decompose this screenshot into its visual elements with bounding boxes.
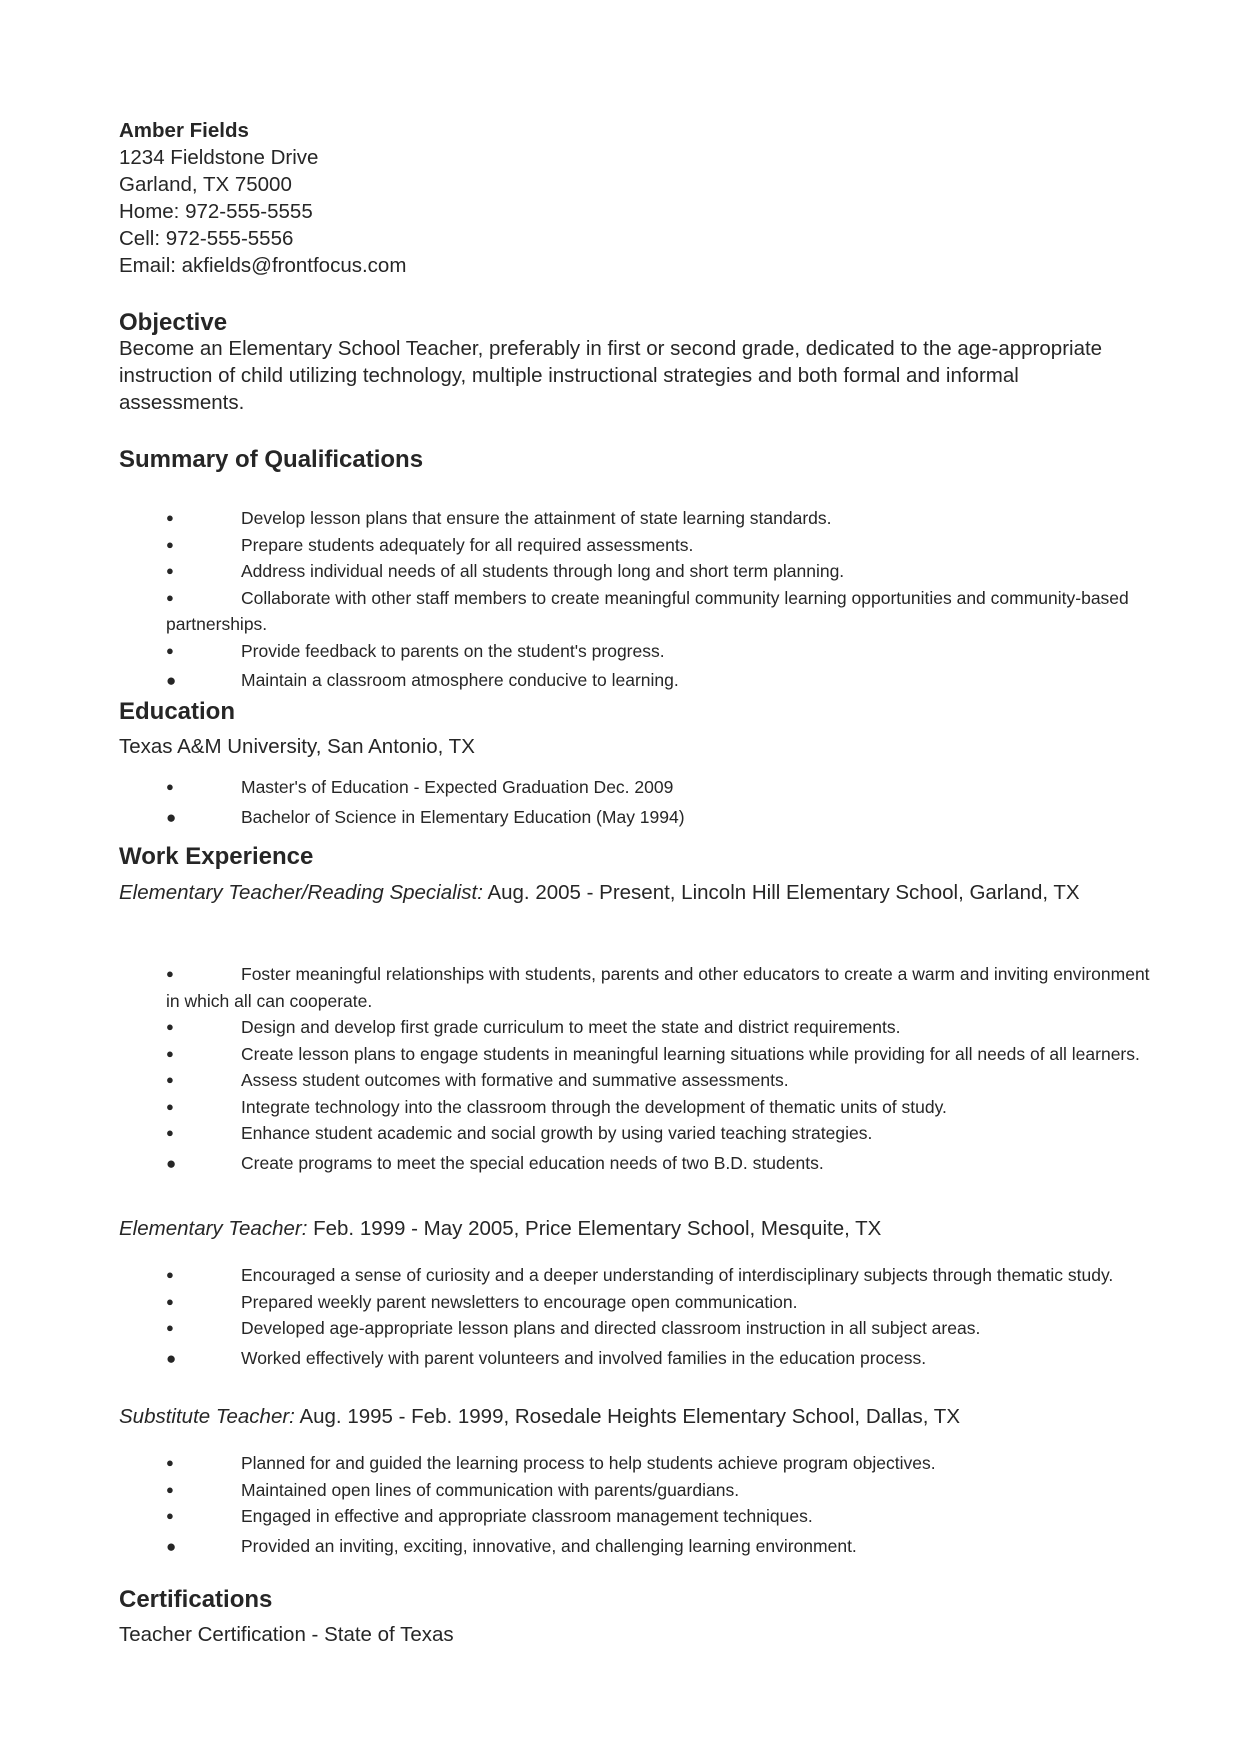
bullet-icon: ●	[166, 1125, 174, 1140]
qualifications-list	[166, 505, 1166, 697]
job-role: Elementary Teacher:	[119, 1217, 308, 1240]
education-school: Texas A&M University, San Antonio, TX	[119, 735, 475, 758]
education-heading: Education	[119, 698, 236, 725]
bullet-icon: ●	[166, 510, 174, 525]
job-duties-list	[166, 961, 1166, 1180]
job-title-line	[119, 1212, 1129, 1245]
bullet-icon: ●	[166, 1153, 177, 1173]
bullet-icon: ●	[166, 563, 174, 578]
bullet-icon: ●	[166, 1481, 174, 1497]
certification-text: Teacher Certification - State of Texas	[119, 1623, 454, 1646]
list-item: ● Developed age-appropriate lesson plans and directed classroom instruction in all subject areas.	[166, 1315, 1166, 1342]
list-item: ● Master's of Education - Expected Graduation Dec. 2009	[166, 774, 1166, 801]
bullet-icon: ●	[166, 1320, 174, 1335]
list-item: ● Assess student outcomes with formative and summative assessments.	[166, 1067, 1166, 1094]
objective-heading: Objective	[119, 309, 228, 336]
list-item: ● Prepare students adequately for all required assessments.	[166, 532, 1166, 559]
education-list	[166, 774, 1166, 834]
bullet-icon: ●	[166, 589, 174, 605]
list-item: ● Integrate technology into the classroom through the development of thematic units of study.	[166, 1094, 1166, 1121]
list-item: ● Design and develop first grade curriculum to meet the state and district requirements.	[166, 1014, 1166, 1041]
bullet-icon: ●	[166, 1293, 174, 1309]
work-heading: Work Experience	[119, 843, 314, 870]
job-role: Elementary Teacher/Reading Specialist:	[119, 881, 483, 904]
list-item: ● Engaged in effective and appropriate classroom management techniques.	[166, 1503, 1166, 1530]
bullet-icon: ●	[166, 642, 174, 658]
list-item: ● Provide feedback to parents on the student's progress.	[166, 638, 1166, 665]
qualifications-heading: Summary of Qualifications	[119, 446, 424, 473]
list-item: ● Develop lesson plans that ensure the attainment of state learning standards.	[166, 505, 1166, 532]
job-details: Aug. 1995 - Feb. 1999, Rosedale Heights Elementary School, Dallas, TX	[294, 1405, 960, 1428]
list-item: ● Encouraged a sense of curiosity and a deeper understanding of interdisciplinary subjects through thematic study.	[166, 1262, 1166, 1289]
bullet-icon: ●	[166, 807, 177, 827]
bullet-icon: ●	[166, 1455, 174, 1470]
job-title-line	[119, 1400, 1129, 1433]
bullet-icon: ●	[166, 536, 174, 552]
bullet-icon: ●	[166, 1348, 177, 1368]
bullet-icon: ●	[166, 1536, 177, 1556]
bullet-icon: ●	[166, 1508, 174, 1523]
list-item: ● Bachelor of Science in Elementary Education (May 1994)	[166, 801, 1166, 834]
bullet-icon: ●	[166, 671, 177, 690]
job-duties-list	[166, 1262, 1166, 1375]
list-item: ● Create lesson plans to engage students in meaningful learning situations while providing for all needs of all learners.	[166, 1041, 1166, 1068]
bullet-icon: ●	[166, 966, 174, 981]
certifications-heading: Certifications	[119, 1586, 273, 1613]
list-item: ● Maintain a classroom atmosphere conducive to learning.	[166, 664, 1166, 697]
list-item: ● Create programs to meet the special education needs of two B.D. students.	[166, 1147, 1166, 1180]
job-role: Substitute Teacher:	[119, 1405, 295, 1428]
cell-phone: Cell: 972-555-5556	[119, 227, 294, 250]
list-item: ● Planned for and guided the learning process to help students achieve program objectives.	[166, 1450, 1166, 1477]
contact-block	[119, 117, 1129, 279]
job-details: Aug. 2005 - Present, Lincoln Hill Elementary School, Garland, TX	[482, 881, 1080, 904]
bullet-icon: ●	[166, 1019, 174, 1034]
list-item: ● Maintained open lines of communication with parents/guardians.	[166, 1477, 1166, 1504]
email-address: Email: akfields@frontfocus.com	[119, 254, 407, 277]
list-item: ● Prepared weekly parent newsletters to encourage open communication.	[166, 1289, 1166, 1316]
bullet-icon: ●	[166, 1098, 174, 1114]
bullet-icon: ●	[166, 1072, 174, 1087]
bullet-icon: ●	[166, 779, 174, 794]
job-details: Feb. 1999 - May 2005, Price Elementary School, Mesquite, TX	[307, 1217, 882, 1240]
home-phone: Home: 972-555-5555	[119, 200, 313, 223]
list-item: ● Enhance student academic and social growth by using varied teaching strategies.	[166, 1120, 1166, 1147]
bullet-icon: ●	[166, 1045, 174, 1061]
applicant-name: Amber Fields	[119, 119, 249, 142]
city-state-zip: Garland, TX 75000	[119, 173, 292, 196]
list-item: ● Provided an inviting, exciting, innovative, and challenging learning environment.	[166, 1530, 1166, 1563]
job-title-line	[119, 876, 1129, 909]
bullet-icon: ●	[166, 1267, 174, 1282]
list-item: ● Worked effectively with parent volunteers and involved families in the education process.	[166, 1342, 1166, 1375]
list-item: ● Address individual needs of all students through long and short term planning.	[166, 558, 1166, 585]
street-address: 1234 Fieldstone Drive	[119, 146, 319, 169]
list-item: ● Foster meaningful relationships with students, parents and other educators to create a warm and inviting environment in which all can cooperate.	[166, 961, 1166, 1014]
list-item: ● Collaborate with other staff members to create meaningful community learning opportunities and community-based partnerships.	[166, 585, 1166, 638]
objective-text: Become an Elementary School Teacher, preferably in first or second grade, dedicated to the age-appropriate instruction of child utilizing technology, multiple instructional strategies and both formal and informal assessments.	[119, 337, 1103, 414]
job-duties-list	[166, 1450, 1166, 1563]
